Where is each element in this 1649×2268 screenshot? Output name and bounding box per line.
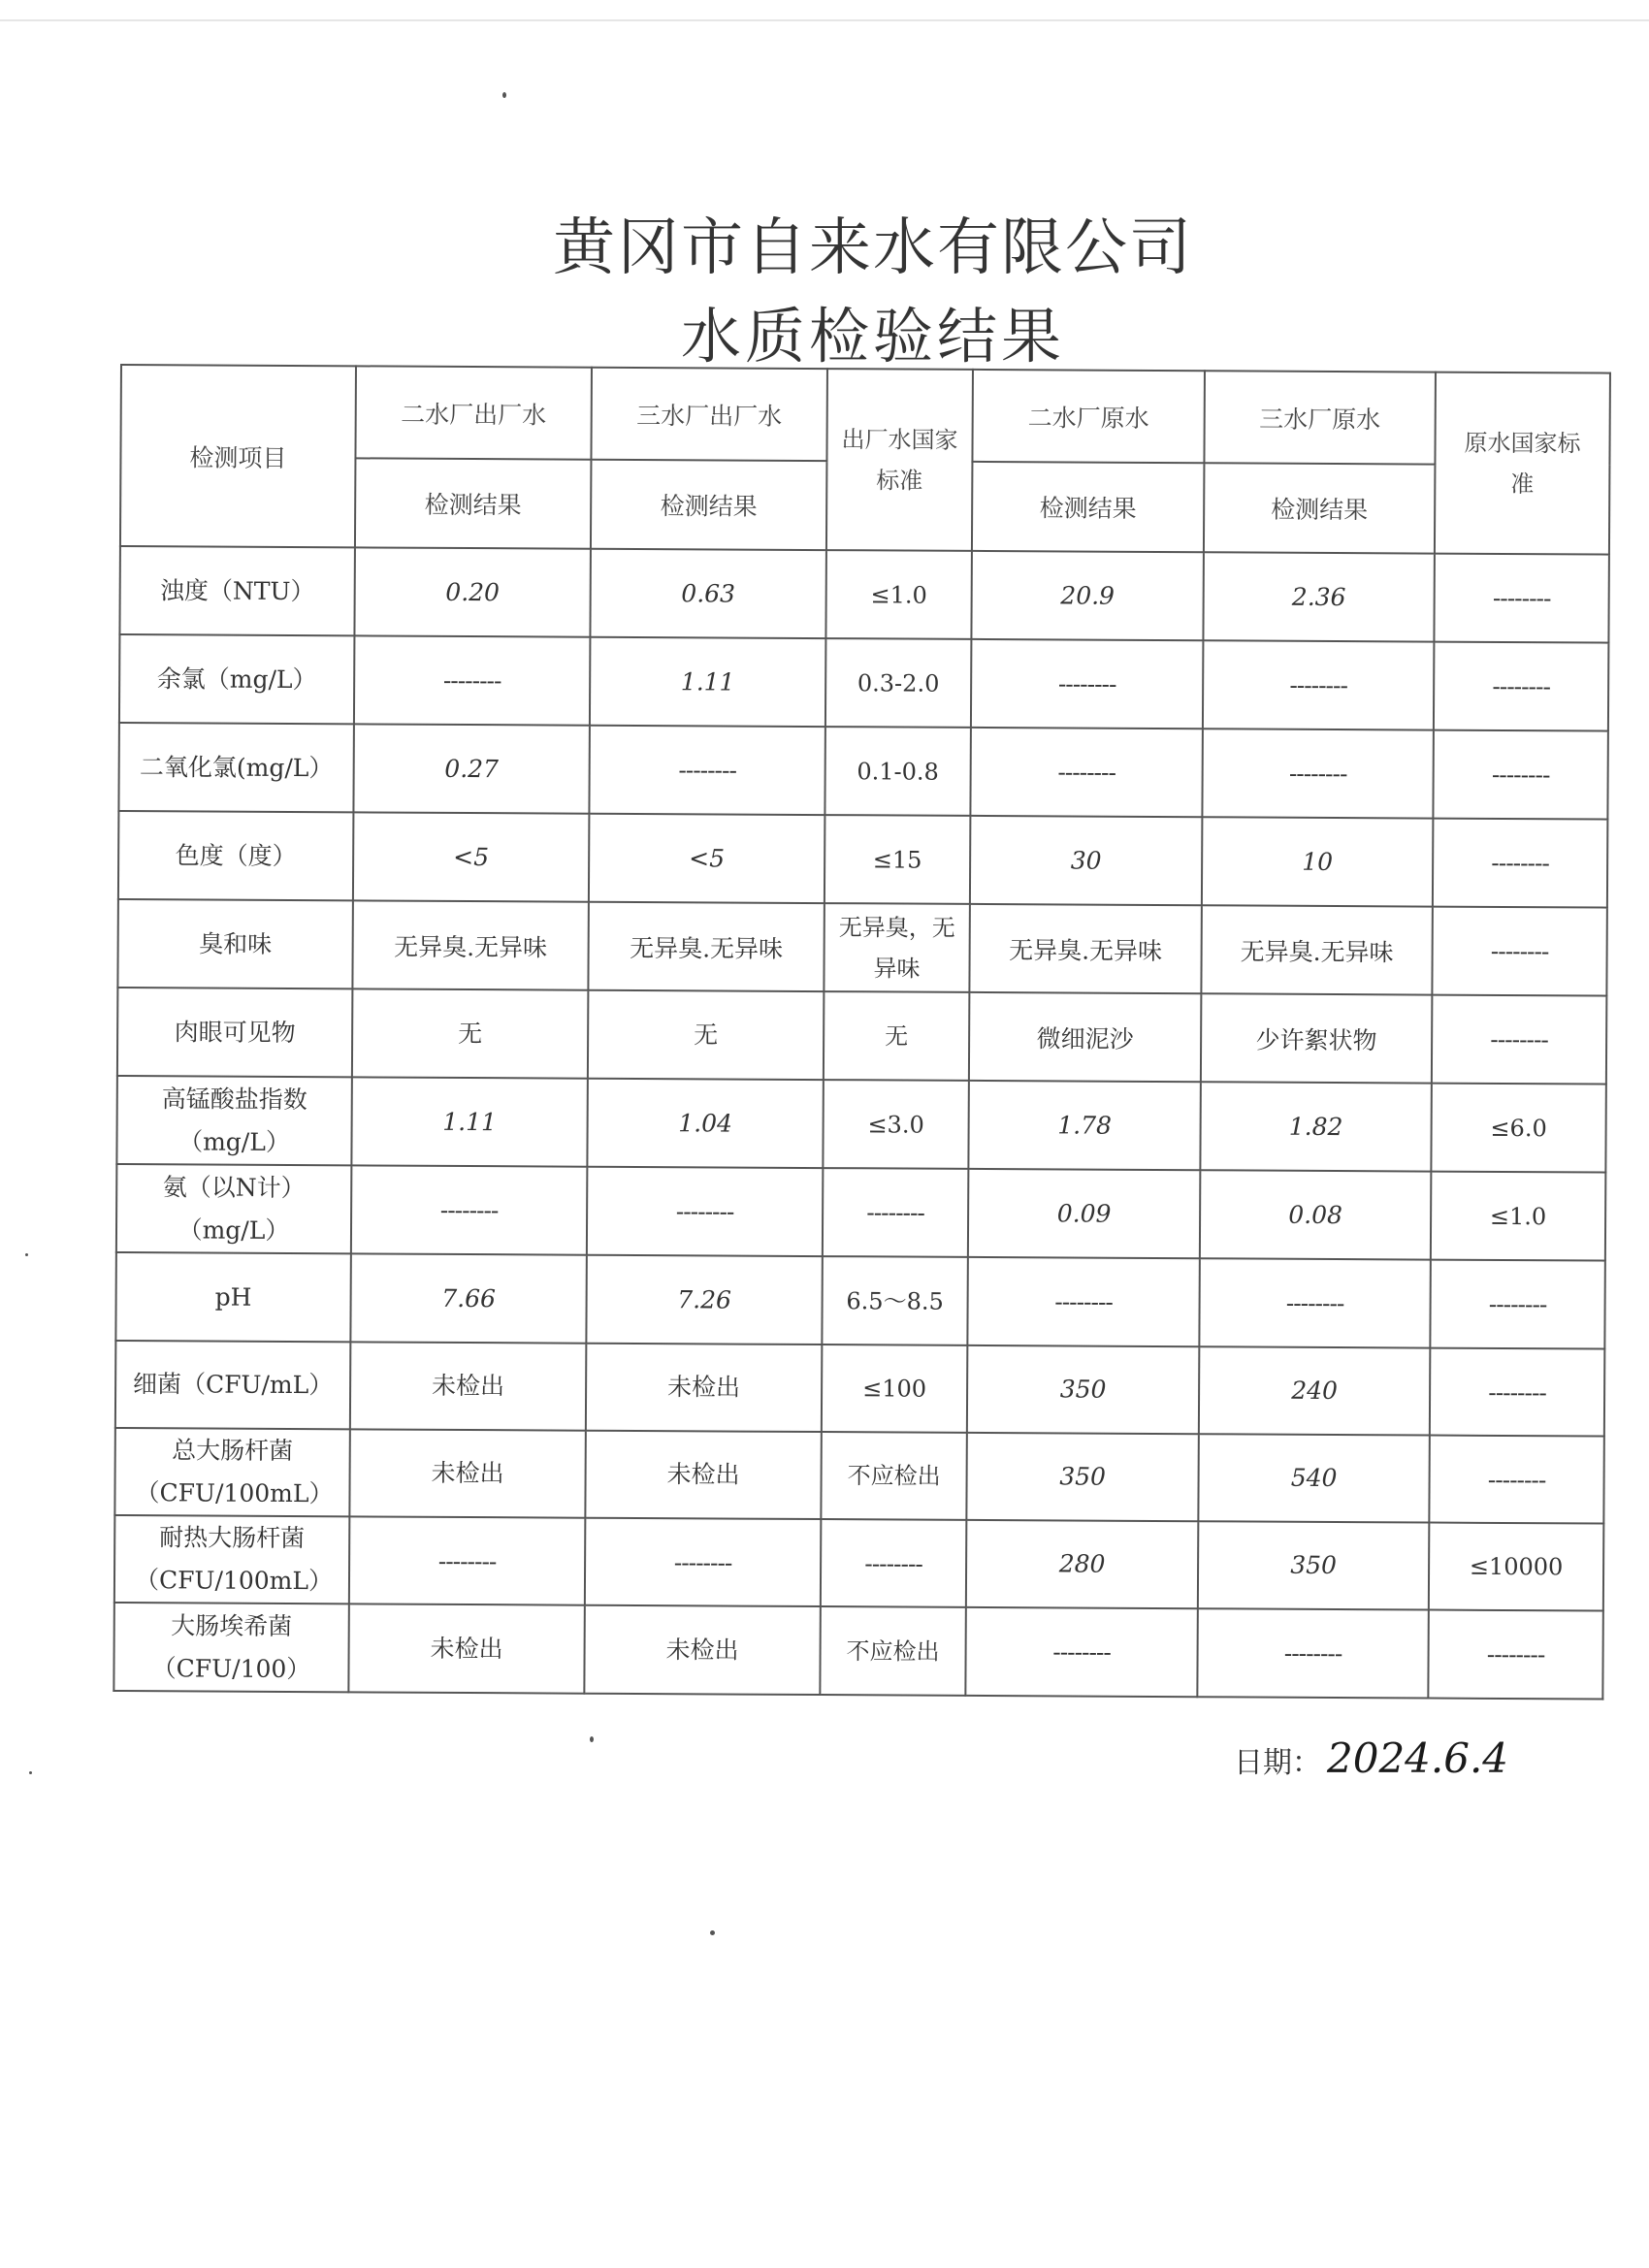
standard-cell: 无 <box>824 991 970 1081</box>
table-row <box>119 546 1608 643</box>
standard-cell: ≤3.0 <box>823 1080 969 1169</box>
result-cell: -------- <box>351 1165 588 1254</box>
table-row <box>118 811 1607 908</box>
result-cell: 无异臭.无异味 <box>588 902 824 991</box>
result-cell: -------- <box>587 1167 824 1256</box>
result-cell: 1.11 <box>351 1077 588 1166</box>
standard-cell: 0.1-0.8 <box>824 727 971 816</box>
standard-cell: -------- <box>823 1168 969 1257</box>
standard-cell: 6.5～8.5 <box>822 1256 968 1345</box>
header-result: 检测结果 <box>355 458 592 548</box>
table-row <box>115 1252 1604 1349</box>
row-item-label: 二氧化氯(mg/L） <box>118 723 354 812</box>
table-row <box>114 1515 1603 1611</box>
row-item-label: 大肠埃希菌（CFU/100） <box>113 1603 349 1692</box>
result-cell: 350 <box>1198 1521 1429 1609</box>
result-cell: -------- <box>970 728 1203 817</box>
header-row-1 <box>120 365 1610 466</box>
result-cell: 无 <box>588 990 824 1080</box>
standard-cell: 无异臭，无异味 <box>824 903 970 992</box>
result-cell: 0.63 <box>590 549 826 638</box>
standard-cell: 不应检出 <box>821 1432 967 1520</box>
date-value: 2024.6.4 <box>1327 1734 1509 1782</box>
result-cell: 0.08 <box>1200 1170 1432 1259</box>
table-row <box>119 634 1608 731</box>
table-row <box>117 988 1606 1085</box>
row-item-label: 浊度（NTU） <box>119 546 355 635</box>
scan-edge-line <box>0 19 1649 21</box>
report-date <box>1234 1734 1508 1782</box>
result-cell: 0.20 <box>354 547 591 636</box>
result-cell: 10 <box>1202 817 1434 906</box>
result-cell: 未检出 <box>348 1604 585 1693</box>
result-cell: 1.82 <box>1200 1082 1432 1171</box>
result-cell: 7.26 <box>586 1255 823 1345</box>
result-cell: -------- <box>1199 1258 1431 1347</box>
result-cell: -------- <box>967 1257 1200 1346</box>
table-row <box>115 1341 1604 1437</box>
company-title: 黄冈市自来水有限公司 <box>553 212 1193 284</box>
header-result: 检测结果 <box>591 460 827 550</box>
result-cell: 未检出 <box>349 1429 585 1517</box>
report-subtitle: 水质检验结果 <box>680 301 1065 372</box>
result-cell: 30 <box>970 816 1203 905</box>
result-cell: -------- <box>585 1518 821 1606</box>
result-cell: -------- <box>965 1607 1198 1697</box>
standard-cell: ≤1.0 <box>1431 1172 1606 1261</box>
scan-speck <box>502 92 506 98</box>
scan-speck <box>590 1736 594 1742</box>
result-cell: -------- <box>1202 729 1434 818</box>
result-cell: 1.11 <box>590 637 826 727</box>
result-cell: <5 <box>589 814 825 903</box>
result-cell: 少许絮状物 <box>1201 993 1433 1083</box>
result-cell: 未检出 <box>586 1344 822 1432</box>
row-item-label: 耐热大肠杆菌（CFU/100mL） <box>114 1515 349 1604</box>
row-item-label: pH <box>115 1252 351 1342</box>
row-item-label: 臭和味 <box>117 899 353 988</box>
standard-cell: ≤1.0 <box>825 550 972 639</box>
header-raw-standard: 原水国家标准 <box>1435 373 1610 555</box>
header-item: 检测项目 <box>120 365 356 547</box>
standard-cell: -------- <box>1433 819 1608 908</box>
result-cell: -------- <box>1203 640 1435 729</box>
result-cell: 0.09 <box>968 1169 1201 1258</box>
row-item-label: 肉眼可见物 <box>117 988 353 1077</box>
scan-speck <box>710 1930 715 1935</box>
table-row <box>118 723 1607 820</box>
result-cell: 2.36 <box>1203 552 1435 641</box>
standard-cell: -------- <box>1428 1610 1603 1700</box>
table-row <box>117 899 1606 996</box>
header-plant3-outlet: 三水厂出厂水 <box>591 368 827 461</box>
standard-cell: ≤100 <box>822 1345 968 1433</box>
table-row <box>113 1603 1602 1700</box>
header-plant2-outlet: 二水厂出厂水 <box>355 366 592 459</box>
standard-cell: -------- <box>1434 642 1609 731</box>
header-result: 检测结果 <box>1204 463 1436 553</box>
table-row <box>116 1076 1605 1173</box>
result-cell: <5 <box>353 812 590 901</box>
table-row <box>114 1428 1603 1524</box>
row-item-label: 总大肠杆菌（CFU/100mL） <box>114 1428 349 1516</box>
result-cell: -------- <box>971 639 1204 729</box>
scan-speck <box>29 1771 32 1774</box>
result-cell: 1.78 <box>968 1081 1201 1170</box>
standard-cell: -------- <box>1434 554 1609 643</box>
result-cell: 0.27 <box>353 724 590 813</box>
result-cell: 1.04 <box>587 1079 824 1168</box>
result-cell: 240 <box>1199 1346 1430 1435</box>
scan-speck <box>25 1253 28 1256</box>
header-result: 检测结果 <box>972 462 1205 552</box>
result-cell: 7.66 <box>350 1253 587 1343</box>
result-cell: -------- <box>589 726 825 815</box>
standard-cell: -------- <box>821 1519 967 1607</box>
standard-cell: 0.3-2.0 <box>825 638 972 728</box>
result-cell: 540 <box>1198 1434 1429 1522</box>
title-block <box>0 204 1649 380</box>
result-cell: 350 <box>966 1433 1198 1521</box>
result-cell: 20.9 <box>971 551 1204 640</box>
standard-cell: -------- <box>1432 907 1607 996</box>
standard-cell: -------- <box>1433 730 1608 820</box>
result-cell: -------- <box>349 1516 585 1604</box>
row-item-label: 氨（以N计）（mg/L） <box>116 1164 352 1253</box>
standard-cell: ≤6.0 <box>1431 1084 1606 1173</box>
table-row <box>116 1164 1605 1261</box>
standard-cell: -------- <box>1430 1348 1604 1437</box>
date-label: 日期： <box>1234 1746 1321 1780</box>
result-cell: 未检出 <box>350 1342 586 1430</box>
result-cell: 无异臭.无异味 <box>352 900 589 989</box>
result-cell: 未检出 <box>585 1431 821 1519</box>
standard-cell: ≤10000 <box>1429 1523 1603 1611</box>
result-cell: 350 <box>967 1345 1199 1434</box>
result-cell: 微细泥沙 <box>969 992 1202 1082</box>
result-cell: -------- <box>354 635 591 725</box>
water-quality-table <box>113 364 1611 1701</box>
header-plant3-raw: 三水厂原水 <box>1204 371 1436 464</box>
standard-cell: 不应检出 <box>820 1606 966 1696</box>
standard-cell: -------- <box>1432 995 1607 1085</box>
header-outlet-standard: 出厂水国家标准 <box>826 369 973 551</box>
result-cell: 无 <box>352 988 589 1078</box>
row-item-label: 细菌（CFU/mL） <box>115 1341 350 1429</box>
header-plant2-raw: 二水厂原水 <box>972 370 1205 463</box>
standard-cell: ≤15 <box>824 815 971 904</box>
row-item-label: 余氯（mg/L） <box>119 634 355 724</box>
standard-cell: -------- <box>1430 1260 1605 1349</box>
result-cell: 未检出 <box>584 1605 821 1695</box>
row-item-label: 色度（度） <box>118 811 354 900</box>
result-cell: 无异臭.无异味 <box>969 904 1202 993</box>
row-item-label: 高锰酸盐指数（mg/L） <box>116 1076 352 1165</box>
result-cell: 无异臭.无异味 <box>1201 905 1433 994</box>
result-cell: 280 <box>966 1520 1198 1608</box>
result-cell: -------- <box>1197 1608 1429 1698</box>
standard-cell: -------- <box>1429 1436 1603 1524</box>
